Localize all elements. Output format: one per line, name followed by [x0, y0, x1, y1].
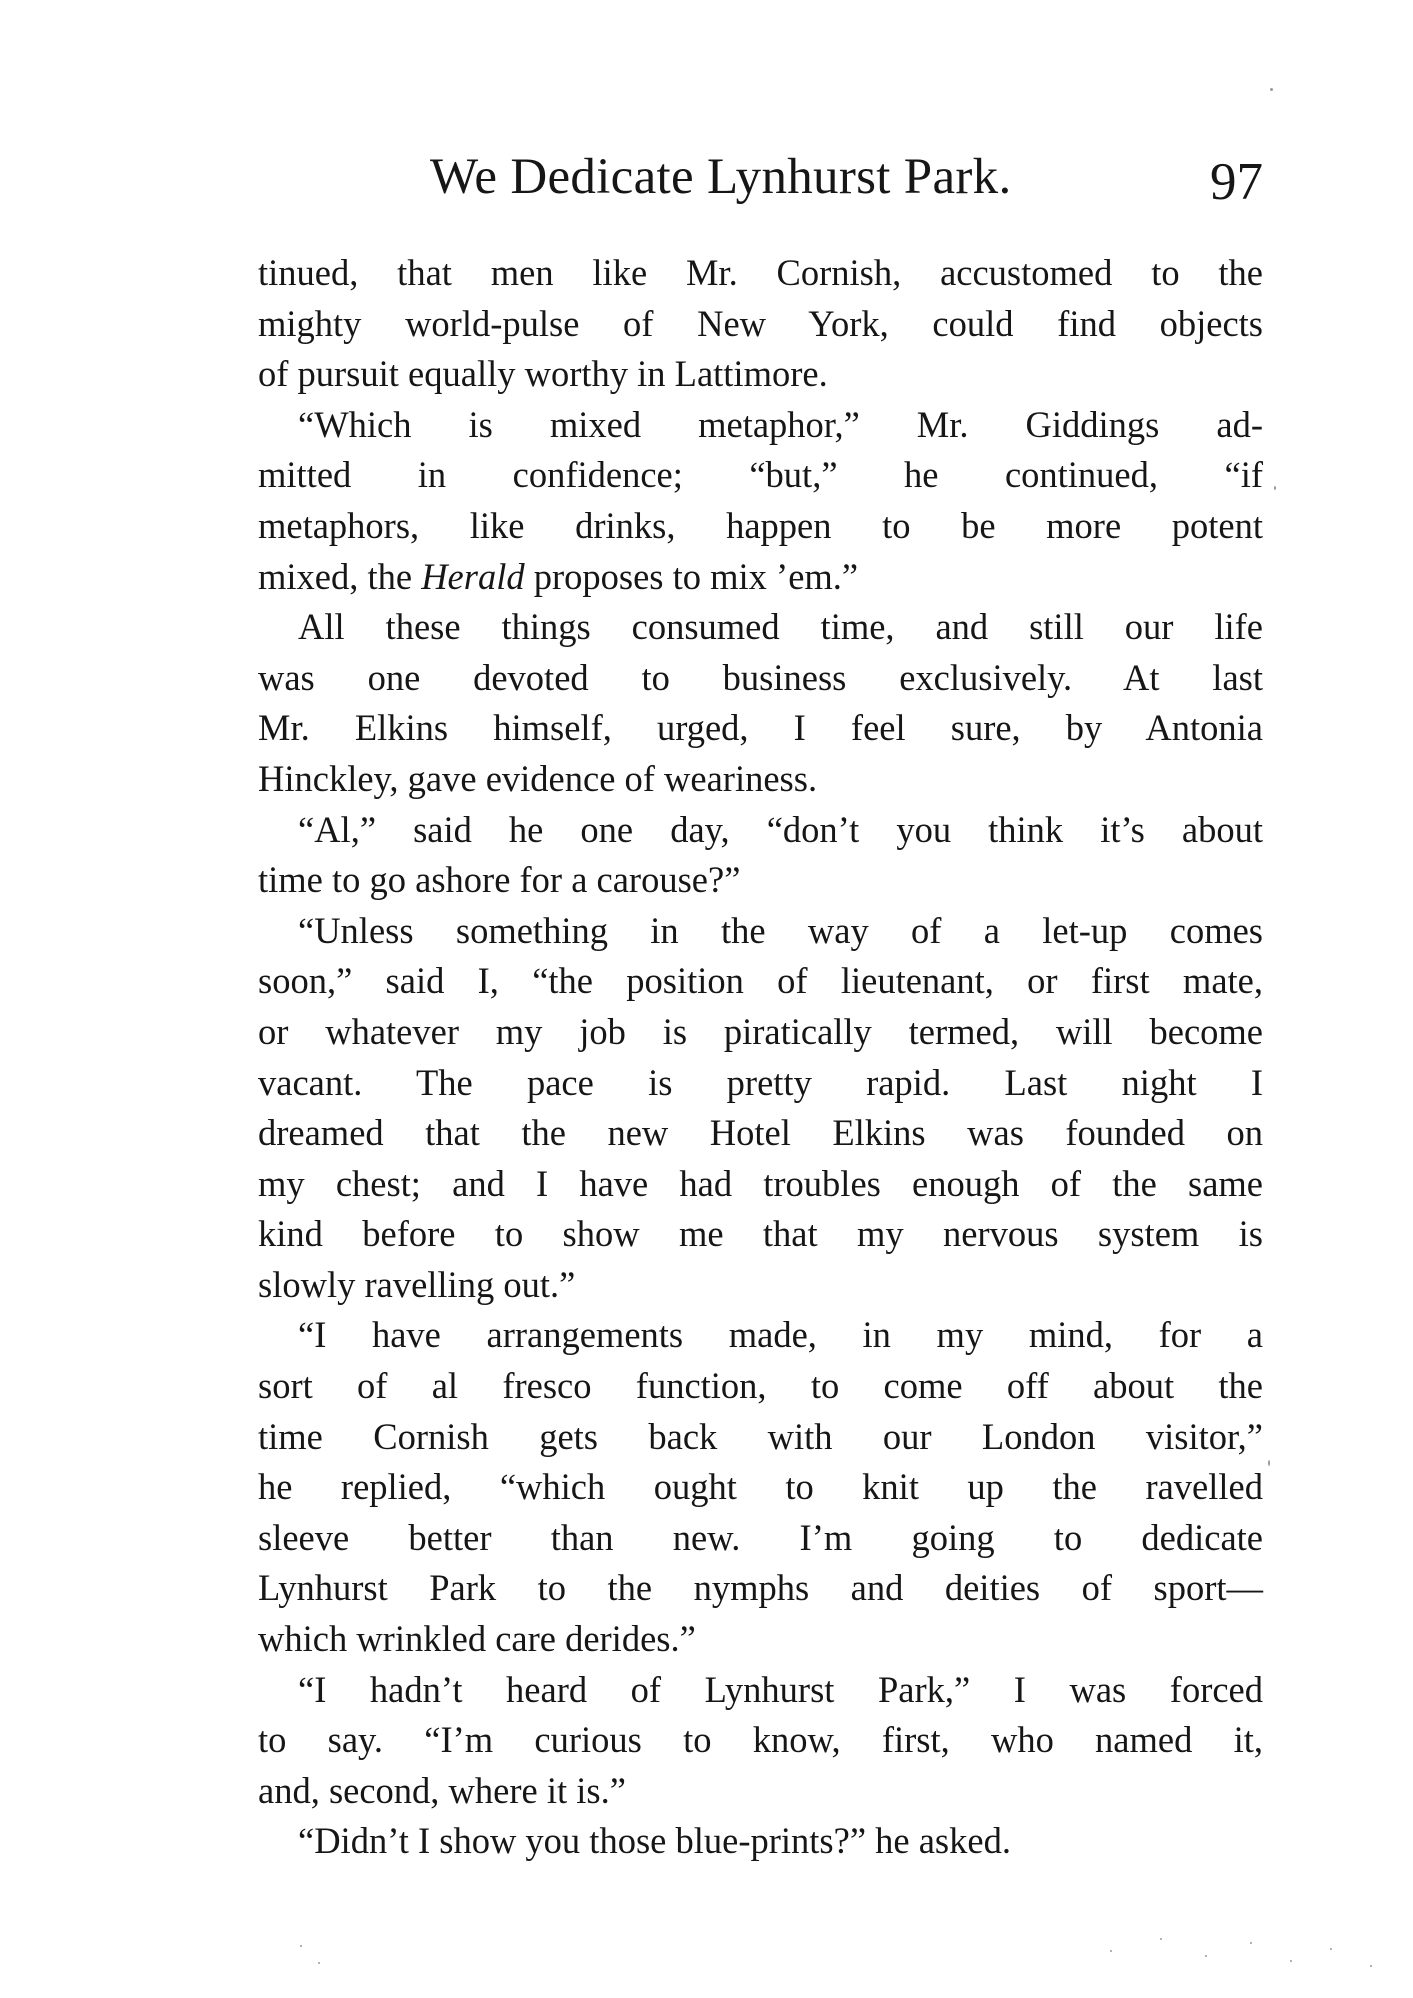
text-line: or whatever my job is piratically termed, will become	[258, 1010, 1263, 1052]
body-text	[258, 248, 1263, 1867]
text-line: “Al,” said he one day, “don’t you think it’s about	[298, 808, 1263, 850]
text-line: kind before to show me that my nervous system is	[258, 1213, 1263, 1255]
text-line: soon,” said I, “the position of lieutenant, or first mate,	[258, 960, 1263, 1002]
text-line: dreamed that the new Hotel Elkins was founded on	[258, 1112, 1263, 1154]
text-line: time to go ashore for a carouse?”	[258, 859, 741, 901]
text-line: sleeve better than new. I’m going to dedicate	[258, 1516, 1263, 1558]
running-head	[258, 148, 1263, 218]
scan-speck	[1290, 1960, 1292, 1962]
scan-speck	[1274, 486, 1276, 490]
text-line: he replied, “which ought to knit up the ravelled	[258, 1466, 1263, 1508]
text-line: Mr. Elkins himself, urged, I feel sure, by Antonia	[258, 707, 1263, 749]
chapter-title: We Dedicate Lynhurst Park.	[430, 149, 1012, 205]
text-line: vacant. The pace is pretty rapid. Last night I	[258, 1061, 1263, 1103]
scan-speck	[1370, 1965, 1372, 1967]
scan-speck	[318, 1962, 320, 1964]
text-line: of pursuit equally worthy in Lattimore.	[258, 353, 828, 395]
text-line: mighty world-pulse of New York, could find objects	[258, 302, 1263, 344]
text-line: my chest; and I have had troubles enough of the same	[258, 1162, 1263, 1204]
scan-speck	[1110, 1950, 1112, 1952]
page-number: 97	[1210, 153, 1263, 211]
text-line: time Cornish gets back with our London visitor,”	[258, 1415, 1263, 1457]
scan-speck	[1160, 1938, 1162, 1940]
text-line: to say. “I’m curious to know, first, who named it,	[258, 1719, 1263, 1761]
text-line: slowly ravelling out.”	[258, 1263, 576, 1305]
text-line: and, second, where it is.”	[258, 1769, 626, 1811]
text-line: “Didn’t I show you those blue-prints?” he asked.	[298, 1820, 1011, 1862]
text-line: “Unless something in the way of a let-up comes	[298, 909, 1263, 951]
text-line: All these things consumed time, and still our life	[298, 606, 1263, 648]
text-line: mixed, the Herald proposes to mix ’em.”	[258, 555, 859, 597]
text-line: mitted in confidence; “but,” he continued, “if	[258, 454, 1263, 496]
scan-speck	[1270, 88, 1273, 91]
scan-speck	[1330, 1948, 1332, 1950]
text-line: was one devoted to business exclusively. At last	[258, 656, 1263, 698]
text-line: Hinckley, gave evidence of weariness.	[258, 757, 818, 799]
scan-speck	[1205, 1955, 1207, 1957]
text-line: “Which is mixed metaphor,” Mr. Giddings ad-	[298, 403, 1263, 445]
text-line: “I hadn’t heard of Lynhurst Park,” I was forced	[298, 1668, 1263, 1710]
text-line: Lynhurst Park to the nymphs and deities of sport—	[258, 1567, 1263, 1609]
text-line: tinued, that men like Mr. Cornish, accustomed to the	[258, 252, 1263, 293]
text-line: sort of al fresco function, to come off about the	[258, 1365, 1263, 1407]
scan-speck	[300, 1945, 302, 1947]
text-line: metaphors, like drinks, happen to be more potent	[258, 504, 1263, 546]
italic-title: Herald	[421, 555, 525, 597]
scan-speck	[1250, 1942, 1252, 1944]
text-line: “I have arrangements made, in my mind, for a	[298, 1314, 1263, 1356]
scan-speck	[1268, 1460, 1270, 1466]
text-line: which wrinkled care derides.”	[258, 1618, 696, 1660]
